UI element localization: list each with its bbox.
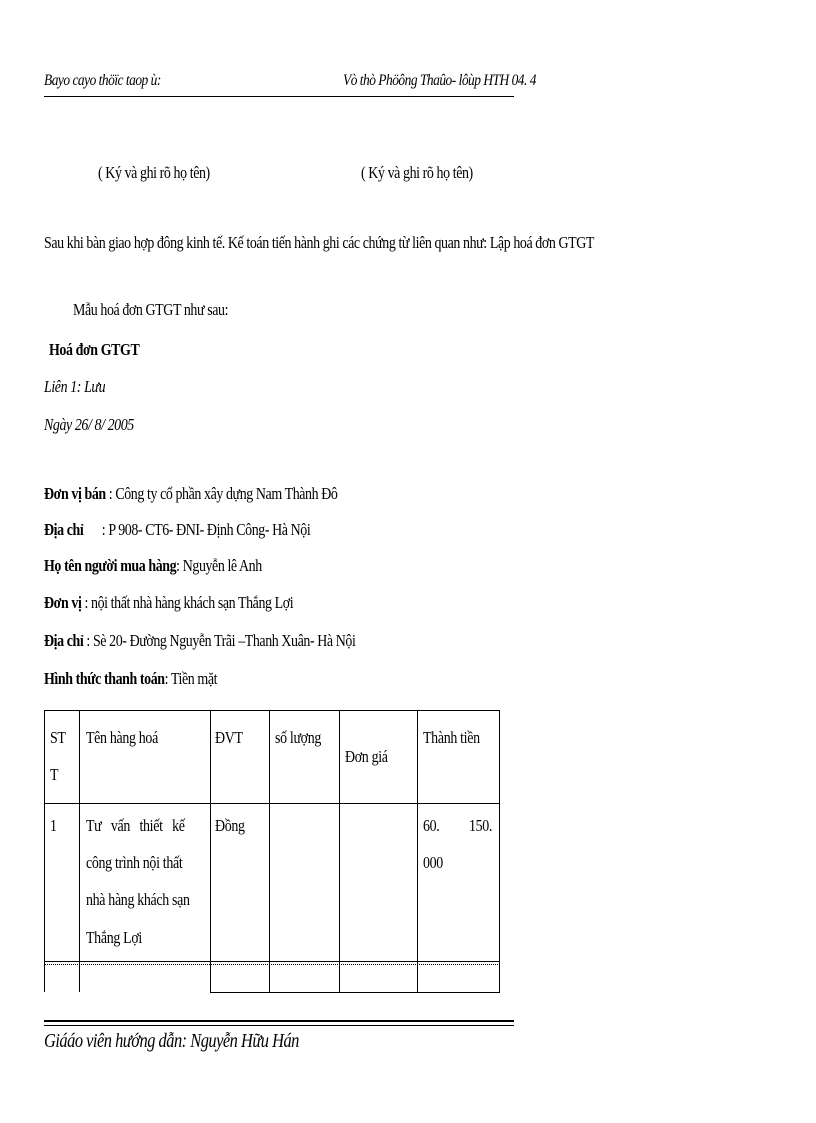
table-col-line — [339, 710, 340, 993]
table-col-line — [269, 710, 270, 993]
field-seller-address — [44, 520, 310, 540]
field-buyer-address — [44, 631, 355, 651]
row-item-name-line: Tư vấn thiết kế — [86, 816, 185, 835]
header-stt: ST — [50, 728, 66, 747]
header-left: Bayo cayo thöïc taop ù: — [44, 72, 161, 89]
field-payment-method — [44, 669, 217, 689]
header-quantity: số lượng — [275, 728, 321, 747]
field-buyer-name — [44, 556, 262, 576]
row-total-part: 60. — [423, 816, 440, 835]
header-stt-cont: T — [50, 765, 59, 784]
row-item-name-line: công trình nội thất — [86, 853, 183, 872]
header-rule — [44, 96, 514, 97]
field-label: Đơn vị bán — [44, 484, 106, 503]
invoice-copy: Liên 1: Lưu — [44, 377, 106, 396]
sample-label: Mẫu hoá đơn GTGT như sau: — [73, 300, 229, 319]
table-border-bottom — [210, 992, 500, 993]
table-col-line — [44, 710, 45, 992]
field-label: Hình thức thanh toán — [44, 669, 165, 688]
row-unit: Đồng — [215, 816, 245, 835]
intro-text: Sau khi bàn giao hợp đông kinh tế. Kế toán tiến hành ghi các chứng từ liên quan như: Lập hoá đơn GTGT — [44, 233, 594, 252]
table-row-divider — [44, 961, 500, 962]
field-label: Địa chỉ — [44, 520, 84, 539]
row-total-part: 150. — [469, 816, 493, 835]
field-value: : Tiền mặt — [164, 669, 218, 688]
header-right: Vò thò Phöông Thaûo- lôùp HTH 04. 4 — [343, 72, 536, 89]
header-unit: ĐVT — [215, 728, 243, 747]
table-header-divider — [44, 803, 500, 804]
field-value: : Sè 20- Đường Nguyễn Trãi –Thanh Xuân- Hà Nội — [83, 631, 356, 650]
table-border-top — [44, 710, 500, 711]
table-col-line — [210, 710, 211, 993]
table-col-line — [79, 710, 80, 992]
field-value: : Nguyễn lê Anh — [176, 556, 262, 575]
field-value: : Công ty cổ phần xây dựng Nam Thành Đô — [105, 484, 338, 503]
invoice-title: Hoá đơn GTGT — [49, 340, 140, 359]
row-total-part: 000 — [423, 853, 443, 872]
header-total: Thành tiền — [423, 728, 480, 747]
table-col-line — [499, 710, 500, 993]
field-buyer-unit — [44, 593, 293, 613]
field-label: Đơn vị — [44, 593, 82, 612]
footer-advisor: Giááo viên hướng dẫn: Nguyễn Hữu Hán — [44, 1030, 299, 1052]
field-value: : P 908- CT6- ĐNI- Định Công- Hà Nội — [83, 520, 311, 539]
row-item-name-line: Thắng Lợi — [86, 928, 142, 947]
field-seller — [44, 484, 337, 504]
footer-rule — [44, 1025, 514, 1026]
row-item-name-line: nhà hàng khách sạn — [86, 890, 190, 909]
field-label: Họ tên người mua hàng — [44, 556, 177, 575]
header-item-name: Tên hàng hoá — [86, 728, 158, 747]
table-col-line — [417, 710, 418, 993]
signature-right: ( Ký và ghi rõ họ tên) — [361, 163, 473, 182]
table-dotted-divider — [44, 964, 500, 965]
header-unit-price: Đơn giá — [345, 747, 388, 766]
signature-left: ( Ký và ghi rõ họ tên) — [98, 163, 210, 182]
row-stt: 1 — [50, 816, 57, 835]
invoice-date: Ngày 26/ 8/ 2005 — [44, 415, 134, 434]
field-value: : nội thất nhà hàng khách sạn Thắng Lợi — [81, 593, 294, 612]
footer-rule — [44, 1020, 514, 1022]
field-label: Địa chỉ — [44, 631, 84, 650]
